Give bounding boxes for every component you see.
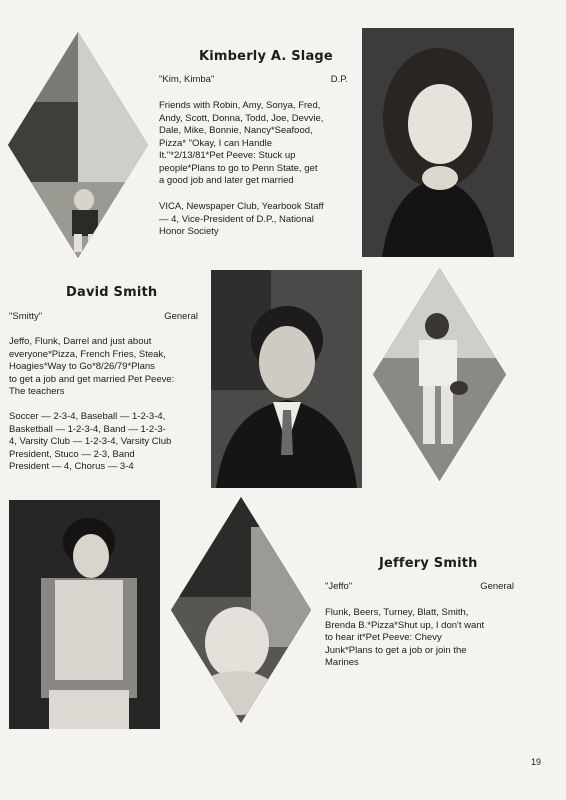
bio-line: Flunk, Beers, Turney, Blatt, Smith,: [325, 607, 469, 618]
bio-line: Dale, Mike, Bonnie, Nancy*Seafood,: [159, 125, 313, 136]
activity-line: Basketball — 1-2-3-4, Band — 1-2-3-: [9, 423, 166, 435]
bio-line: It."*2/13/81*Pet Peeve: Stuck up: [159, 150, 296, 161]
activity-line: 4, Varsity Club — 1-2-3-4, Varsity Club: [9, 436, 172, 447]
bio-line: to get a job and get married Pet Peeve:: [9, 373, 175, 385]
bio-line: Brenda B.*Pizza*Shut up, I don't want: [325, 619, 485, 631]
kimberly-childhood-photo: [8, 32, 148, 258]
student-course-kimberly: D.P.: [330, 74, 348, 85]
student-course-david: General: [164, 311, 198, 322]
activity-line: Soccer — 2-3-4, Baseball — 1-2-3-4,: [9, 411, 166, 422]
student-nickname-david: "Smitty": [9, 311, 43, 322]
student-nickname-kimberly: "Kim, Kimba": [159, 74, 215, 85]
activity-line: Honor Society: [159, 226, 219, 237]
bio-line: Junk*Plans to get a job or join the: [325, 644, 467, 656]
bio-line: Andy, Scott, Donna, Todd, Joe, Devvie,: [159, 112, 324, 124]
bio-line: Marines: [325, 657, 359, 668]
bio-line: people*Plans to go to Penn State, get: [159, 162, 318, 174]
student-bio-jeffery: [325, 607, 484, 670]
student-name-kimberly: Kimberly A. Slage: [199, 49, 333, 64]
kimberly-portrait-photo: [362, 28, 514, 257]
student-course-jeffery: General: [480, 581, 514, 592]
jeffery-portrait-photo: [9, 500, 160, 729]
bio-line: to hear it*Pet Peeve: Chevy: [325, 632, 442, 643]
jeffery-baby-photo: [171, 497, 311, 723]
student-bio-kimberly: [159, 100, 323, 188]
student-name-jeffery: Jeffery Smith: [379, 556, 478, 571]
bio-line: everyone*Pizza, French Fries, Steak,: [9, 348, 166, 360]
student-activities-kimberly: [159, 201, 324, 239]
bio-line: Hoagies*Way to Go*8/26/79*Plans: [9, 361, 155, 372]
david-portrait-photo: [211, 270, 362, 488]
page-number: 19: [531, 757, 542, 767]
bio-line: The teachers: [9, 386, 65, 397]
student-nickname-jeffery: "Jeffo": [325, 581, 353, 592]
student-name-david: David Smith: [66, 285, 158, 300]
student-activities-david: [9, 411, 171, 474]
david-baseball-photo: [373, 268, 506, 481]
student-bio-david: [9, 336, 174, 399]
bio-line: Jeffo, Flunk, Darrel and just about: [9, 336, 152, 347]
activity-line: VICA, Newspaper Club, Yearbook Staff: [159, 201, 324, 212]
activity-line: President — 4, Chorus — 3-4: [9, 461, 134, 472]
bio-line: Friends with Robin, Amy, Sonya, Fred,: [159, 100, 321, 111]
bio-line: a good job and later get married: [159, 175, 294, 186]
activity-line: President, Stuco — 2-3, Band: [9, 448, 135, 460]
activity-line: — 4, Vice-President of D.P., National: [159, 213, 314, 225]
bio-line: Pizza* "Okay, I can Handle: [159, 137, 273, 149]
